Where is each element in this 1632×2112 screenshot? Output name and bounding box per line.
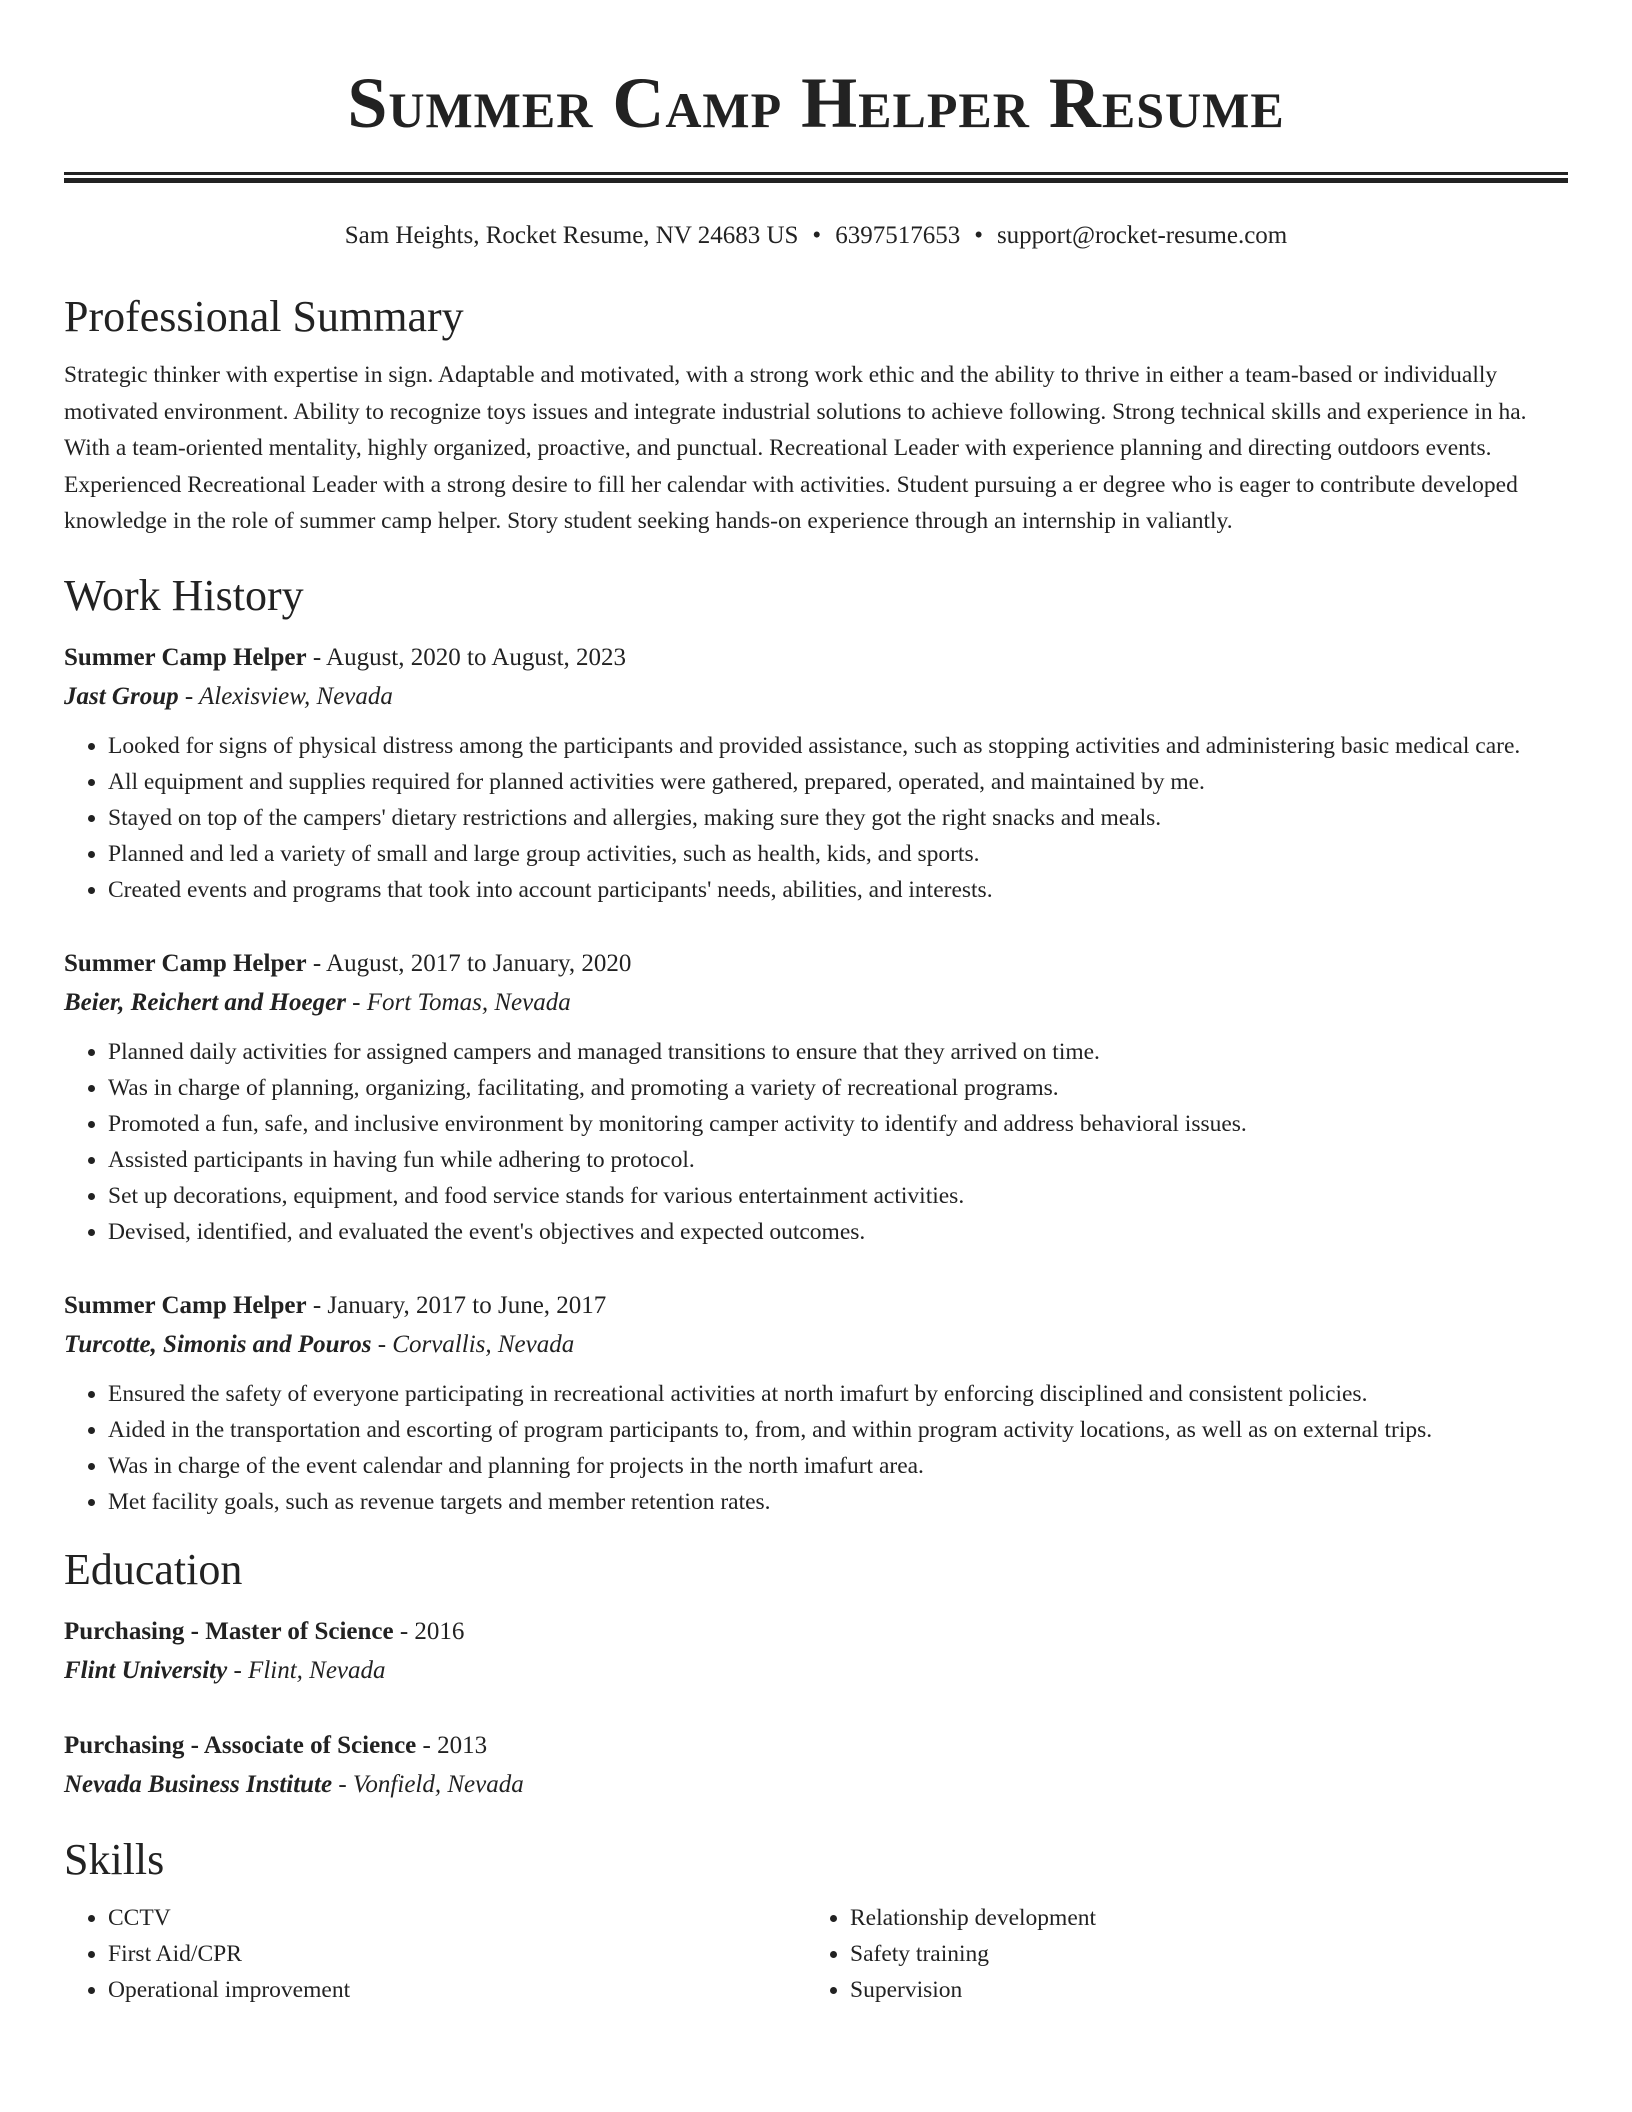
job-bullet: • Created events and programs that took into account participants' needs, abilities, and interests. xyxy=(108,872,1568,908)
job-bullet: • Aided in the transportation and escorting of program participants to, from, and within program activity locations, as well as on external trips. xyxy=(108,1412,1568,1448)
job-title: Summer Camp Helper xyxy=(64,949,307,977)
skills-column-right xyxy=(806,1900,1548,2008)
summary-heading: Professional Summary xyxy=(64,292,464,341)
job-bullets xyxy=(64,1376,1568,1520)
skill-item: • First Aid/CPR xyxy=(108,1936,806,1972)
school: Flint University xyxy=(64,1656,228,1684)
job-title: Summer Camp Helper xyxy=(64,643,307,671)
job-entry xyxy=(64,1286,1568,1520)
job-org-line xyxy=(64,983,1568,1022)
skills-heading: Skills xyxy=(64,1834,165,1884)
job-location: - Alexisview, Nevada xyxy=(178,682,393,710)
job-bullet: • Planned daily activities for assigned campers and managed transitions to ensure that they arrived on time. xyxy=(108,1034,1568,1070)
job-bullet: • Promoted a fun, safe, and inclusive environment by monitoring camper activity to identify and address behavioral issues. xyxy=(108,1106,1568,1142)
job-title-line xyxy=(64,638,1568,677)
job-bullet: • Was in charge of planning, organizing, facilitating, and promoting a variety of recreational programs. xyxy=(108,1070,1568,1106)
job-org-line xyxy=(64,677,1568,716)
summary-text: Strategic thinker with expertise in sign. Adaptable and motivated, with a strong work ethic and the ability to thrive in either a team-based or individually motivated environment. Ability to recognize toys issues and integrate industrial solutions to achieve following. Strong technical skills and experience in ha. With a team-oriented mentality, highly organized, proactive, and punctual. Recreational Leader with experience planning and directing outdoors events. Experienced Recreational Leader with a strong desire to fill her calendar with activities. Student pursuing a er degree who is eager to contribute developed knowledge in the role of summer camp helper. Story student seeking hands-on experience through an internship in valiantly. xyxy=(64,362,1527,535)
job-bullet: • Ensured the safety of everyone participating in recreational activities at north imafurt by enforcing disciplined and consistent policies. xyxy=(108,1376,1568,1412)
job-title-line xyxy=(64,944,1568,983)
job-bullet: • Met facility goals, such as revenue targets and member retention rates. xyxy=(108,1484,1568,1520)
job-title-line xyxy=(64,1286,1568,1325)
job-bullet: • Assisted participants in having fun while adhering to protocol. xyxy=(108,1142,1568,1178)
job-org: Turcotte, Simonis and Pouros xyxy=(64,1330,372,1358)
skill-item: • CCTV xyxy=(108,1900,806,1936)
job-bullet: • Devised, identified, and evaluated the event's objectives and expected outcomes. xyxy=(108,1214,1568,1250)
resume-title: Summer Camp Helper Resume xyxy=(347,63,1285,143)
job-bullets xyxy=(64,728,1568,908)
work-history-heading: Work History xyxy=(64,570,304,620)
job-location: - Corvallis, Nevada xyxy=(371,1330,575,1358)
job-bullet: • Looked for signs of physical distress among the participants and provided assistance, such as stopping activities and administering basic medical care. xyxy=(108,728,1568,764)
school-location: - Vonfield, Nevada xyxy=(332,1770,524,1798)
job-bullet: • Planned and led a variety of small and large group activities, such as health, kids, and sports. xyxy=(108,836,1568,872)
job-org-line xyxy=(64,1325,1568,1364)
contact-separator: • xyxy=(974,222,983,249)
degree-line xyxy=(64,1726,1568,1765)
contact-line xyxy=(64,219,1568,253)
school-location: - Flint, Nevada xyxy=(227,1656,386,1684)
job-bullet: • Stayed on top of the campers' dietary restrictions and allergies, making sure they got the right snacks and meals. xyxy=(108,800,1568,836)
job-entry xyxy=(64,944,1568,1250)
job-bullets xyxy=(64,1034,1568,1250)
degree-line xyxy=(64,1612,1568,1651)
job-bullet: • All equipment and supplies required for planned activities were gathered, prepared, operated, and maintained by me. xyxy=(108,764,1568,800)
school-line xyxy=(64,1651,1568,1690)
title-divider xyxy=(64,172,1568,183)
contact-phone: 6397517653 xyxy=(835,222,961,249)
education-entry xyxy=(64,1726,1568,1804)
job-dates: - January, 2017 to June, 2017 xyxy=(306,1291,607,1319)
degree-year: - 2013 xyxy=(416,1731,488,1759)
job-dates: - August, 2017 to January, 2020 xyxy=(306,949,632,977)
contact-email: support@rocket-resume.com xyxy=(996,222,1288,249)
contact-separator: • xyxy=(812,222,822,249)
education-entry xyxy=(64,1612,1568,1690)
degree-year: - 2016 xyxy=(393,1617,465,1645)
skill-item: • Supervision xyxy=(850,1972,1548,2008)
job-bullet: • Was in charge of the event calendar and planning for projects in the north imafurt area. xyxy=(108,1448,1568,1484)
contact-address: Sam Heights, Rocket Resume, NV 24683 US xyxy=(344,222,799,249)
school: Nevada Business Institute xyxy=(64,1770,333,1798)
job-entry xyxy=(64,638,1568,908)
school-line xyxy=(64,1765,1568,1804)
job-bullet: • Set up decorations, equipment, and food service stands for various entertainment activities. xyxy=(108,1178,1568,1214)
job-org: Beier, Reichert and Hoeger xyxy=(64,988,346,1016)
skills-list xyxy=(64,1900,1568,2008)
degree: Purchasing - Master of Science xyxy=(64,1617,394,1645)
job-org: Jast Group xyxy=(64,682,179,710)
job-location: - Fort Tomas, Nevada xyxy=(345,988,571,1016)
skill-item: • Safety training xyxy=(850,1936,1548,1972)
degree: Purchasing - Associate of Science xyxy=(64,1731,417,1759)
skill-item: • Operational improvement xyxy=(108,1972,806,2008)
skill-item: • Relationship development xyxy=(850,1900,1548,1936)
skills-column-left xyxy=(64,1900,806,2008)
education-heading: Education xyxy=(64,1544,243,1594)
job-title: Summer Camp Helper xyxy=(64,1291,307,1319)
job-dates: - August, 2020 to August, 2023 xyxy=(306,643,627,671)
